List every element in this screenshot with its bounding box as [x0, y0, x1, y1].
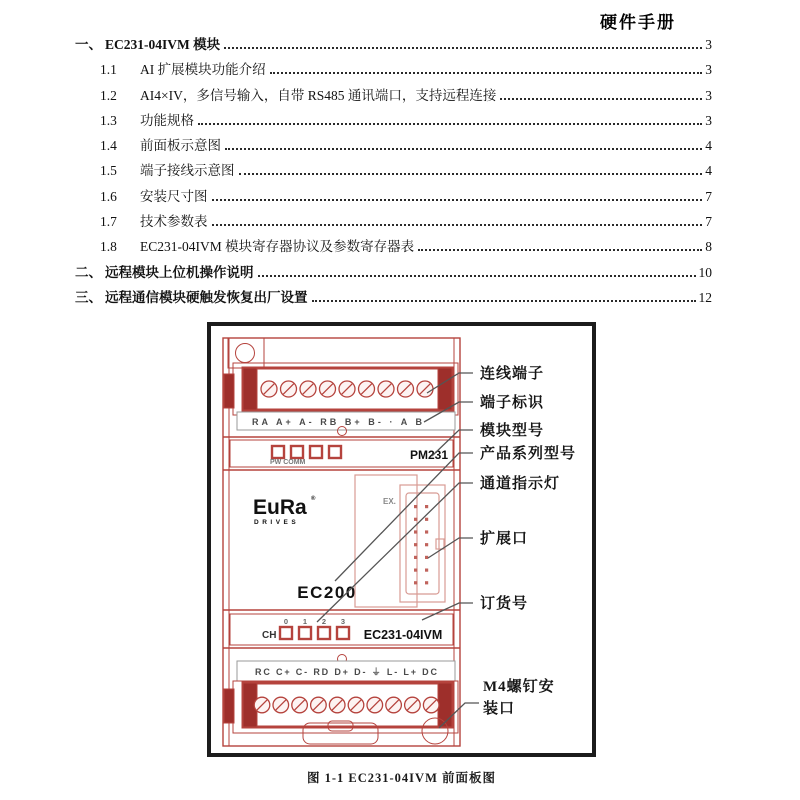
- table-of-contents: [75, 33, 712, 311]
- toc-dot-leader: [258, 275, 696, 277]
- toc-dot-leader: [198, 123, 702, 125]
- pin-icon: [414, 543, 417, 546]
- toc-entry-number: 二、: [75, 264, 102, 280]
- led-icon: [329, 446, 341, 458]
- toc-entry[interactable]: [75, 58, 712, 83]
- callout-label: 端子标识: [480, 395, 545, 411]
- toc-entry-title: 技术参数表: [140, 214, 208, 230]
- ch-number: 2: [321, 617, 327, 626]
- toc-entry[interactable]: [75, 33, 712, 58]
- toc-entry-page: 3: [705, 62, 712, 78]
- toc-entry-number: 1.3: [100, 112, 117, 128]
- callout-label: 模块型号: [480, 423, 545, 439]
- pin-icon: [425, 569, 428, 572]
- toc-dot-leader: [225, 148, 702, 150]
- toc-entry[interactable]: [75, 235, 712, 260]
- toc-dot-leader: [224, 47, 702, 49]
- toc-entry-title: AI 扩展模块功能介绍: [140, 62, 266, 78]
- toc-entry[interactable]: [75, 84, 712, 109]
- brand-registered-icon: ®: [311, 496, 316, 502]
- toc-entry-number: 1.7: [100, 214, 117, 230]
- toc-dot-leader: [500, 98, 702, 100]
- toc-entry-title: 远程模块上位机操作说明: [105, 264, 254, 280]
- pin-icon: [425, 581, 428, 584]
- front-panel-diagram: [207, 322, 596, 757]
- toc-entry-page: 3: [705, 37, 712, 52]
- toc-entry-title: AI4×IV，多信号输入，自带 RS485 通讯端口，支持远程连接: [140, 87, 497, 103]
- ex-label: EX.: [383, 497, 396, 506]
- toc-entry[interactable]: [75, 109, 712, 134]
- pin-icon: [425, 518, 428, 521]
- ch-number: 0: [283, 617, 289, 626]
- toc-entry-page: 3: [705, 112, 712, 128]
- toc-dot-leader: [212, 199, 703, 201]
- toc-entry-number: 1.5: [100, 163, 117, 179]
- callout-label: M4螺钉安: [483, 679, 555, 695]
- top-terminal-block: [224, 363, 458, 415]
- brand-subtitle: DRIVES: [254, 519, 300, 526]
- module-model-text: PM231: [409, 448, 448, 462]
- din-clip-left-bottom: [224, 689, 234, 723]
- led-icon: [310, 446, 322, 458]
- toc-entry-number: 1.1: [100, 62, 117, 78]
- toc-entry[interactable]: [75, 185, 712, 210]
- top-terminal-labels: RA A+ A- RB B+ B- · A B: [252, 417, 422, 427]
- page-title: 硬件手册: [600, 13, 676, 32]
- toc-entry[interactable]: [75, 210, 712, 235]
- toc-entry-title: EC231-04IVM 模块寄存器协议及参数寄存器表: [140, 239, 415, 255]
- callout-label: 通道指示灯: [480, 476, 561, 492]
- toc-entry-title: 安装尺寸图: [140, 188, 208, 204]
- ch-number: 1: [302, 617, 308, 626]
- pin-icon: [414, 530, 417, 533]
- order-number-text: EC231-04IVM: [363, 628, 443, 642]
- toc-entry-title: 端子接线示意图: [140, 163, 235, 179]
- toc-entry-page: 4: [705, 138, 712, 154]
- screw-terminals-top: [261, 381, 433, 397]
- led-icon: [299, 627, 311, 639]
- toc-dot-leader: [270, 72, 703, 74]
- led-icon: [337, 627, 349, 639]
- toc-entry[interactable]: [75, 159, 712, 184]
- toc-entry-number: 三、: [75, 289, 102, 305]
- toc-entry-number: 一、: [75, 37, 102, 52]
- toc-entry-page: 7: [705, 188, 712, 204]
- toc-entry-page: 4: [705, 163, 712, 179]
- led-icon: [318, 627, 330, 639]
- pin-icon: [414, 505, 417, 508]
- toc-entry-title: 远程通信模块硬触发恢复出厂设置: [105, 289, 308, 305]
- front-panel-figure: [207, 322, 596, 757]
- toc-entry-title: 功能规格: [140, 112, 194, 128]
- callout-label: 产品系列型号: [480, 446, 577, 462]
- toc-entry[interactable]: [75, 286, 712, 311]
- toc-entry-number: 1.2: [100, 87, 117, 103]
- callout-label: 订货号: [480, 596, 529, 612]
- ch-number: 3: [340, 617, 346, 626]
- pin-icon: [414, 556, 417, 559]
- toc-entry-page: 7: [705, 214, 712, 230]
- brand-name: EuRa: [253, 496, 307, 519]
- pin-icon: [425, 556, 428, 559]
- toc-entry-page: 3: [705, 87, 712, 103]
- toc-entry-number: 1.4: [100, 138, 117, 154]
- toc-dot-leader: [312, 300, 696, 302]
- callout-label: 装口: [483, 701, 516, 717]
- toc-dot-leader: [212, 224, 703, 226]
- led-icon: [272, 446, 284, 458]
- pin-icon: [425, 505, 428, 508]
- led-icon: [291, 446, 303, 458]
- toc-entry-page: 12: [698, 289, 712, 305]
- toc-entry-number: 1.8: [100, 239, 117, 255]
- toc-entry-page: 10: [698, 264, 712, 280]
- toc-entry-title: EC231-04IVM 模块: [105, 37, 221, 52]
- figure-caption: 图 1-1 EC231-04IVM 前面板图: [306, 771, 496, 785]
- callout-label: 扩展口: [480, 531, 529, 547]
- product-series-text: EC200: [297, 583, 357, 602]
- toc-dot-leader: [239, 173, 703, 175]
- pin-icon: [425, 543, 428, 546]
- toc-entry[interactable]: [75, 134, 712, 159]
- led-top-label: PW COMM: [270, 459, 306, 466]
- callout-label: 连线端子: [480, 366, 545, 382]
- toc-entry-number: 1.6: [100, 188, 117, 204]
- ch-label: CH: [262, 630, 277, 641]
- toc-entry-title: 前面板示意图: [140, 138, 221, 154]
- din-clip-left-top: [224, 374, 234, 408]
- bottom-terminal-labels: RC C+ C- RD D+ D- ⏚ L- L+ DC: [255, 667, 437, 677]
- pin-icon: [425, 530, 428, 533]
- toc-entry-page: 8: [705, 239, 712, 255]
- toc-entry[interactable]: [75, 261, 712, 286]
- pin-icon: [414, 581, 417, 584]
- led-icon: [280, 627, 292, 639]
- pin-icon: [414, 569, 417, 572]
- toc-dot-leader: [418, 249, 702, 251]
- pin-icon: [414, 518, 417, 521]
